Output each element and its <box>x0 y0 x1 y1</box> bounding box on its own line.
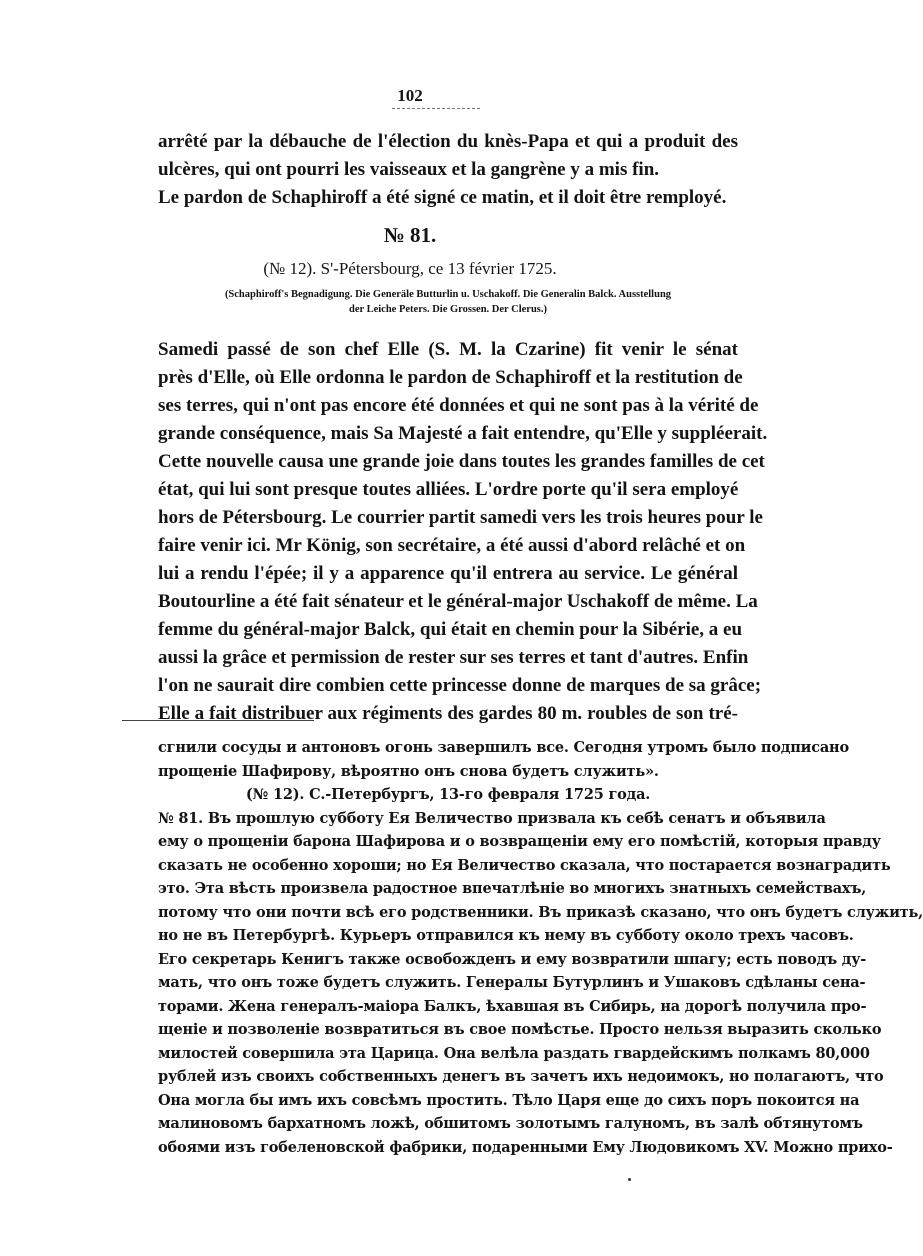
text-line: hors de Pétersbourg. Le courrier partit samedi vers les trois heures pour le <box>158 507 763 528</box>
text-line: faire venir ici. Mr König, son secrétaire, a été aussi d'abord relâché et on <box>158 535 746 556</box>
text-line: сгнили сосуды и антоновъ огонь завершилъ все. Сегодня утромъ было подписано <box>158 739 849 756</box>
text-line: милостей совершила эта Царица. Она велѣла раздать гвардейскимъ полкамъ 80,000 <box>158 1044 870 1062</box>
text-line: femme du général-major Balck, qui était en chemin pour la Sibérie, a eu <box>158 619 743 640</box>
text-line: arrêté par la débauche de l'élection du knès-Papa et qui a produit des <box>158 131 738 152</box>
dateline: (№ 12). S'-Pétersbourg, ce 13 février 1725. <box>263 259 557 278</box>
text-line: мать, что онъ тоже будетъ служить. Генералы Бутурлинъ и Ушаковъ сдѣланы сена- <box>158 974 866 991</box>
text-line: Boutourline a été fait sénateur et le général-major Uschakoff de même. La <box>158 591 758 612</box>
text-line: aussi la grâce et permission de rester sur ses terres et tant d'autres. Enfin <box>158 647 749 668</box>
text-line: ses terres, qui n'ont pas encore été données et qui ne sont pas à la vérité de <box>158 395 759 416</box>
footnote-rule <box>122 720 314 721</box>
page-number: 102 <box>397 86 423 105</box>
text-line: Elle a fait distribuer aux régiments des gardes 80 m. roubles de son tré- <box>158 703 738 724</box>
text-line: сказать не особенно хороши; но Ея Величество сказала, что постарается вознаградить <box>158 856 891 874</box>
text-line: ему о прощеніи барона Шафирова и о возвращеніи ему его помѣстій, которыя правду <box>158 833 881 850</box>
text-line: ulcères, qui ont pourri les vaisseaux et la gangrène y a mis fin. <box>158 159 660 180</box>
text-line: état, qui lui sont presque toutes alliées. L'ordre porte qu'il sera employé <box>158 479 739 500</box>
text-line: Она могла бы имъ ихъ совсѣмъ простить. Тѣло Царя еще до сихъ поръ покоится на <box>158 1091 860 1109</box>
text-line: это. Эта вѣсть произвела радостное впечатлѣніе во многихъ знатныхъ семействахъ, <box>158 880 867 897</box>
text-line: малиновомъ бархатномъ ложѣ, обшитомъ золотымъ галуномъ, въ залѣ обтянутомъ <box>158 1115 863 1132</box>
summary-line: der Leiche Peters. Die Grossen. Der Clerus.) <box>349 304 547 315</box>
text-line: прощеніе Шафирову, вѣроятно онъ снова будетъ служить». <box>158 762 659 780</box>
russian-dateline: (№ 12). С.-Петербургъ, 13-го февраля 1725 года. <box>245 786 651 803</box>
text-line: près d'Elle, où Elle ordonna le pardon de Schaphiroff et la restitution de <box>158 367 743 388</box>
russian-translation <box>158 736 923 1159</box>
summary-line: (Schaphiroff's Begnadigung. Die Generäle Butturlin u. Uschakoff. Die Generalin Balck. Ausstellung <box>224 289 672 300</box>
text-line: lui a rendu l'épée; il y a apparence qu'il entrera au service. Le général <box>158 563 738 584</box>
french-body <box>158 336 768 728</box>
text-line: рублей изъ своихъ собственныхъ денегъ въ зачетъ ихъ недоимокъ, но полагаютъ, что <box>158 1068 884 1085</box>
speck <box>628 1178 631 1181</box>
page-number-rule <box>392 108 480 109</box>
text-line: Его секретарь Кенигъ также освобожденъ и ему возвратили шпагу; есть поводъ ду- <box>158 950 867 968</box>
text-line: Cette nouvelle causa une grande joie dans toutes les grandes familles de cet <box>158 451 765 472</box>
text-line: щеніе и позволеніе возвратиться въ свое помѣстье. Просто нельзя выразить сколько <box>158 1021 882 1038</box>
summary <box>158 287 738 317</box>
text-line: № 81. Въ прошлую субботу Ея Величество призвала къ себѣ сенатъ и объявила <box>158 809 826 827</box>
text-line: обоями изъ гобеленовской фабрики, подаренными Ему Людовикомъ XV. Можно прихо- <box>158 1138 893 1156</box>
top-continuation <box>158 128 738 212</box>
text-line: но не въ Петербургѣ. Курьеръ отправился къ нему въ субботу около трехъ часовъ. <box>158 927 854 944</box>
text-line: Samedi passé de son chef Elle (S. M. la Czarine) fit venir le sénat <box>158 339 738 360</box>
text-line: потому что они почти всѣ его родственники. Въ приказѣ сказано, что онъ будетъ служить, <box>158 903 923 921</box>
letter-number: № 81. <box>383 223 437 247</box>
text-line: l'on ne saurait dire combien cette princesse donne de marques de sa grâce; <box>158 675 762 696</box>
text-line: grande conséquence, mais Sa Majesté a fait entendre, qu'Elle y suppléerait. <box>158 423 768 444</box>
text-line: торами. Жена генералъ-маіора Балкъ, ѣхавшая въ Сибирь, на дорогѣ получила про- <box>158 997 867 1015</box>
text-line: Le pardon de Schaphiroff a été signé ce matin, et il doit être remployé. <box>158 187 727 208</box>
